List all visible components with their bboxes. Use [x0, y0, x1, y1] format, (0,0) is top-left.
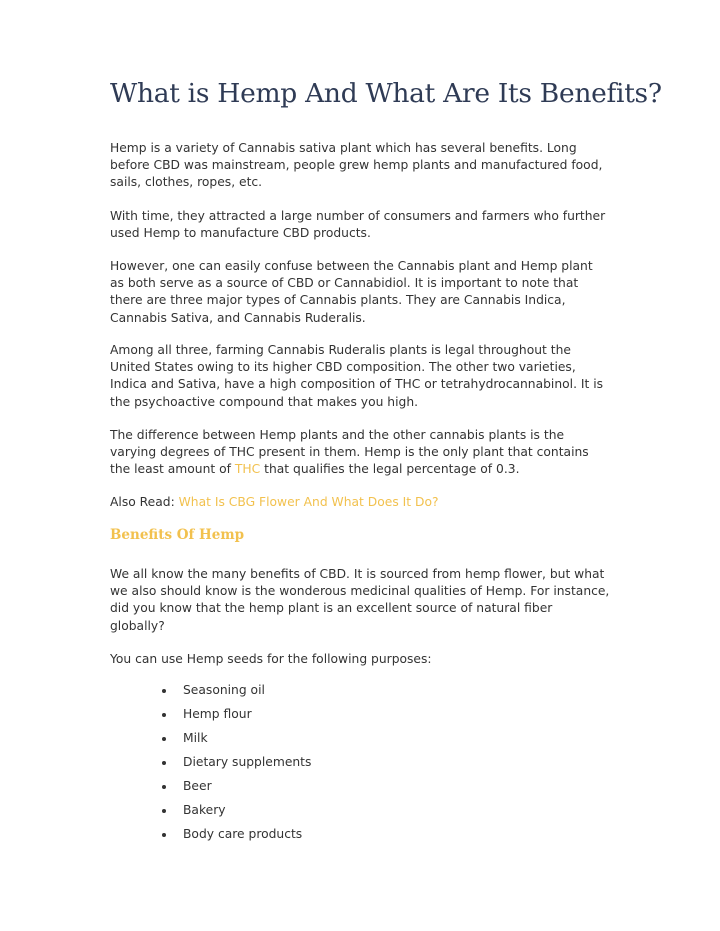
list-item	[183, 778, 311, 802]
paragraph-thc-text-before: The difference between Hemp plants and the other cannabis plants is the varying degrees of THC present in them. Hemp is the only plant that contains the least amount of	[110, 428, 589, 477]
bullet-icon	[162, 785, 166, 789]
list-item-label: Dietary supplements	[183, 755, 312, 769]
list-item-label: Hemp flour	[183, 707, 252, 721]
bullet-icon	[162, 737, 166, 741]
bullet-icon	[162, 833, 166, 837]
list-item	[183, 826, 311, 850]
paragraph-intro: Hemp is a variety of Cannabis sativa plant which has several benefits. Long before CBD was mainstream, people grew hemp plants and manufactured food, sails, clothes, ropes, etc.	[110, 141, 603, 190]
list-item-label: Milk	[183, 731, 208, 745]
also-read-link[interactable]: What Is CBG Flower And What Does It Do?	[178, 495, 439, 509]
bullet-icon	[162, 689, 166, 693]
list-item	[183, 802, 311, 826]
page-title: What is Hemp And What Are Its Benefits?	[110, 78, 662, 109]
bullet-icon	[162, 761, 166, 765]
section-heading-benefits: Benefits Of Hemp	[110, 527, 245, 543]
list-item-label: Body care products	[183, 827, 303, 841]
bullet-icon	[162, 713, 166, 717]
list-item-label: Bakery	[183, 803, 226, 817]
bullet-icon	[162, 809, 166, 813]
list-item	[183, 730, 311, 754]
list-item-label: Seasoning oil	[183, 683, 265, 697]
list-item	[183, 754, 311, 778]
hemp-seed-uses-list	[183, 682, 311, 850]
list-item	[183, 682, 311, 706]
paragraph-thc-difference	[110, 427, 610, 479]
paragraph-benefits: We all know the many benefits of CBD. It is sourced from hemp flower, but what we also should know is the wonderous medicinal qualities of Hemp. For instance, did you know that the hemp plant is an excellent source of natural fiber globally?	[110, 567, 610, 633]
paragraph-thc-text-after: that qualifies the legal percentage of 0.3.	[260, 462, 520, 477]
also-read-label: Also Read:	[110, 495, 179, 509]
also-read-line	[110, 494, 610, 511]
paragraph-consumers: With time, they attracted a large number of consumers and farmers who further used Hemp to manufacture CBD products.	[110, 209, 606, 241]
list-item-label: Beer	[183, 779, 212, 793]
list-item	[183, 706, 311, 730]
paragraph-hemp-seeds: You can use Hemp seeds for the following purposes:	[110, 652, 432, 666]
paragraph-ruderalis: Among all three, farming Cannabis Ruderalis plants is legal throughout the United States owing to its higher CBD composition. The other two varieties, Indica and Sativa, have a high composition of THC or tetrahydrocannabinol. It is the psychoactive compound that makes you high.	[110, 343, 604, 409]
paragraph-cannabis-types: However, one can easily confuse between the Cannabis plant and Hemp plant as both serve as a source of CBD or Cannabidiol. It is important to note that there are three major types of Cannabis plants. They are Cannabis Indica, Cannabis Sativa, and Cannabis Ruderalis.	[110, 259, 593, 325]
thc-link[interactable]: THC	[234, 462, 261, 477]
